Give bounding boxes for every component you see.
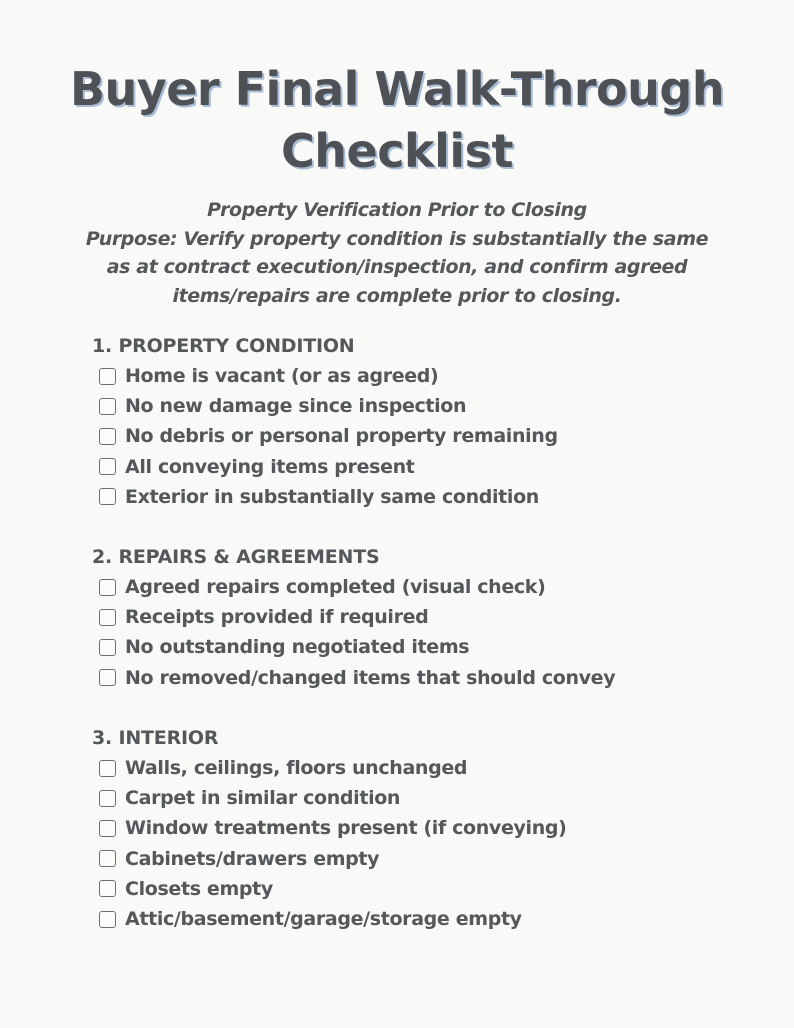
section-heading: 3. INTERIOR [92, 727, 219, 749]
item-label: Carpet in similar condition [125, 787, 401, 810]
item-label: Cabinets/drawers empty [125, 847, 380, 870]
item-label: No debris or personal property remaining [125, 425, 558, 448]
checkbox[interactable] [99, 760, 116, 777]
checklist-item[interactable] [92, 482, 772, 512]
subtitle-line-4: items/repairs are complete prior to closing. [172, 284, 622, 307]
item-label: Home is vacant (or as agreed) [125, 365, 439, 388]
checklist-item[interactable] [92, 663, 772, 693]
section-interior [92, 723, 772, 934]
item-label: Attic/basement/garage/storage empty [125, 908, 522, 931]
checkbox[interactable] [99, 639, 116, 656]
checkbox[interactable] [99, 880, 116, 897]
checklist-item[interactable] [92, 602, 772, 632]
checklist-item[interactable] [92, 572, 772, 602]
subtitle-line-2: Purpose: Verify property condition is substantially the same [85, 227, 709, 250]
checkbox[interactable] [99, 398, 116, 415]
checklist-item[interactable] [92, 813, 772, 843]
section-heading: 2. REPAIRS & AGREEMENTS [92, 546, 380, 568]
section-heading: 1. PROPERTY CONDITION [92, 335, 355, 357]
subtitle-line-3: as at contract execution/inspection, and confirm agreed [106, 256, 688, 278]
checkbox[interactable] [99, 850, 116, 867]
checklist-item[interactable] [92, 632, 772, 662]
checklist-item[interactable] [92, 874, 772, 904]
checkbox[interactable] [99, 609, 116, 626]
checklist-item[interactable] [92, 361, 772, 391]
item-label: All conveying items present [125, 455, 415, 478]
item-label: Exterior in substantially same condition [125, 485, 539, 508]
checklist-item[interactable] [92, 452, 772, 482]
page-title [0, 58, 794, 182]
checkbox[interactable] [99, 458, 116, 475]
checkbox[interactable] [99, 579, 116, 596]
title-line-2: Checklist [281, 124, 513, 178]
checklist-item[interactable] [92, 421, 772, 451]
checkbox[interactable] [99, 820, 116, 837]
title-line-1: Buyer Final Walk-Through [69, 62, 725, 116]
checklist-item[interactable] [92, 904, 772, 934]
item-label: No new damage since inspection [125, 395, 467, 418]
subtitle-block [0, 196, 794, 310]
checklist-item[interactable] [92, 391, 772, 421]
checkbox[interactable] [99, 911, 116, 928]
checklist-item[interactable] [92, 844, 772, 874]
checklist-item[interactable] [92, 783, 772, 813]
item-label: No removed/changed items that should convey [125, 666, 616, 689]
section-repairs-agreements [92, 542, 772, 693]
checkbox[interactable] [99, 669, 116, 686]
item-label: Receipts provided if required [125, 606, 429, 629]
subtitle-line-1: Property Verification Prior to Closing [207, 199, 587, 221]
item-label: Closets empty [125, 877, 273, 900]
checklist-item[interactable] [92, 753, 772, 783]
checkbox[interactable] [99, 428, 116, 445]
item-label: Walls, ceilings, floors unchanged [125, 757, 468, 780]
item-label: No outstanding negotiated items [125, 636, 470, 659]
section-property-condition [92, 331, 772, 512]
item-label: Agreed repairs completed (visual check) [125, 576, 546, 599]
item-label: Window treatments present (if conveying) [125, 817, 567, 840]
checkbox[interactable] [99, 488, 116, 505]
checkbox[interactable] [99, 790, 116, 807]
checkbox[interactable] [99, 368, 116, 385]
